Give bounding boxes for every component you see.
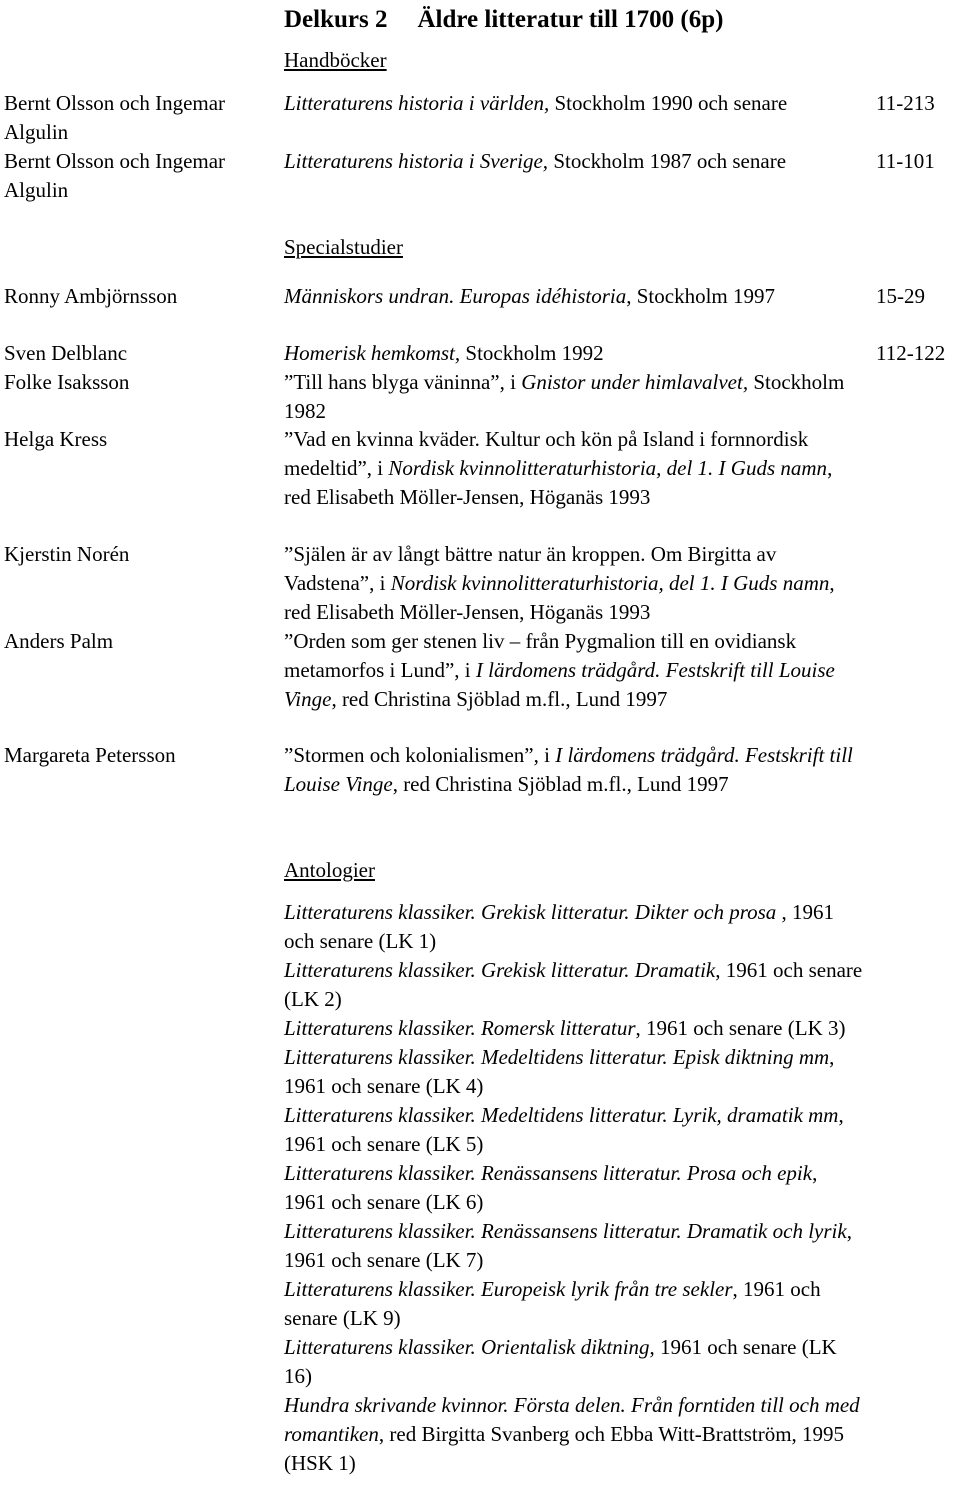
text-segment: , 1961 och senare (LK 5) <box>284 1103 844 1156</box>
course-heading <box>284 4 723 36</box>
text-segment: ”Själen är av långt bättre natur än kroppen. Om Birgitta av Vadstena”, i <box>284 542 777 595</box>
special-study-author: Folke Isaksson <box>4 370 130 394</box>
italic-title: Litteraturens klassiker. Medeltidens litteratur. Lyrik, dramatik mm <box>284 1103 839 1127</box>
anthology-item <box>284 1159 864 1217</box>
italic-title: Litteraturens klassiker. Renässansens litteratur. Dramatik och lyrik <box>284 1219 847 1243</box>
section-handbooks-label: Handböcker <box>284 48 387 72</box>
special-study-work <box>284 339 864 368</box>
italic-title: Homerisk hemkomst, <box>284 341 461 365</box>
text-segment: , 1961 och senare (LK 2) <box>284 958 863 1011</box>
text-segment: , 1961 och senare (LK 9) <box>284 1277 821 1330</box>
handbook-work <box>284 147 864 176</box>
italic-title: Gnistor under himlavalvet, <box>521 370 749 394</box>
anthology-item <box>284 1391 864 1478</box>
anthology-item <box>284 1014 864 1043</box>
italic-title: Litteraturens klassiker. Medeltidens litteratur. Episk diktning mm <box>284 1045 830 1069</box>
anthology-item <box>284 898 864 956</box>
text-segment: ”Vad en kvinna kväder. Kultur och kön på Island i fornnordisk medeltid”, i <box>284 427 809 480</box>
text-segment: Stockholm 1992 <box>460 341 604 365</box>
course-title: Äldre litteratur till 1700 (6p) <box>417 6 724 33</box>
special-study-author: Margareta Petersson <box>4 743 176 767</box>
text-segment: , red Christina Sjöblad m.fl., Lund 1997 <box>392 772 729 796</box>
italic-title: Litteraturens klassiker. Grekisk litteratur. Dikter och prosa <box>284 900 777 924</box>
handbook-details: Stockholm 1990 och senare <box>549 91 788 115</box>
anthology-item <box>284 1101 864 1159</box>
text-segment: , 1961 och senare (LK 1) <box>284 900 835 953</box>
special-study-author: Helga Kress <box>4 427 108 451</box>
text-segment: , 1961 och senare (LK 16) <box>284 1335 837 1388</box>
text-segment: ”Till hans blyga väninna”, i <box>284 370 522 394</box>
anthologies-list <box>284 898 864 1478</box>
italic-title: Litteraturens klassiker. Renässansens litteratur. Prosa och epik <box>284 1161 813 1185</box>
italic-title: Litteraturens klassiker. Romersk litteratur <box>284 1016 636 1040</box>
italic-title: I lärdomens trädgård. Festskrift till Louise Vinge <box>284 743 853 796</box>
special-study-work <box>284 425 864 512</box>
handbook-pages: 11-213 <box>876 91 935 115</box>
text-segment: , red Birgitta Svanberg och Ebba Witt-Brattström, 1995 (HSK 1) <box>284 1422 845 1475</box>
anthology-item <box>284 1333 864 1391</box>
italic-title: Litteraturens klassiker. Europeisk lyrik från tre sekler <box>284 1277 733 1301</box>
text-segment: , red Christina Sjöblad m.fl., Lund 1997 <box>331 687 668 711</box>
text-segment: , 1961 och senare (LK 6) <box>284 1161 818 1214</box>
italic-title: Människors undran. Europas idéhistoria <box>284 284 627 308</box>
handbook-title: Litteraturens historia i Sverige, <box>284 149 549 173</box>
special-study-author: Kjerstin Norén <box>4 542 130 566</box>
text-segment: ”Stormen och kolonialismen”, i <box>284 743 556 767</box>
special-study-work <box>284 540 864 627</box>
text-segment: , 1961 och senare (LK 4) <box>284 1045 835 1098</box>
text-segment: , 1961 och senare (LK 7) <box>284 1219 852 1272</box>
italic-title: Hundra skrivande kvinnor. Första delen. Från forntiden till och med romantiken <box>284 1393 860 1446</box>
special-study-work <box>284 368 864 426</box>
handbook-details: Stockholm 1987 och senare <box>548 149 787 173</box>
handbook-work <box>284 89 864 118</box>
anthology-item <box>284 1217 864 1275</box>
anthology-item <box>284 1275 864 1333</box>
special-study-work <box>284 741 864 799</box>
handbook-author: Bernt Olsson och Ingemar Algulin <box>4 91 226 144</box>
section-anthologies-label: Antologier <box>284 858 375 882</box>
italic-title: Nordisk kvinnolitteraturhistoria, del 1. I Guds namn <box>390 571 830 595</box>
section-special-label: Specialstudier <box>284 235 403 259</box>
special-study-author: Anders Palm <box>4 629 114 653</box>
special-study-work <box>284 282 864 311</box>
italic-title: Litteraturens klassiker. Orientalisk diktning <box>284 1335 650 1359</box>
anthology-item <box>284 956 864 1014</box>
handbook-pages: 11-101 <box>876 149 935 173</box>
text-segment: , 1961 och senare (LK 3) <box>635 1016 846 1040</box>
special-study-author: Sven Delblanc <box>4 341 128 365</box>
text-segment: , red Elisabeth Möller-Jensen, Höganäs 1993 <box>284 456 833 509</box>
special-study-author: Ronny Ambjörnsson <box>4 284 178 308</box>
special-study-pages: 15-29 <box>876 284 925 308</box>
text-segment: ”Orden som ger stenen liv – från Pygmalion till en ovidiansk metamorfos i Lund”, i <box>284 629 797 682</box>
text-segment: , red Elisabeth Möller-Jensen, Höganäs 1993 <box>284 571 835 624</box>
italic-title: I lärdomens trädgård. Festskrift till Louise Vinge <box>284 658 835 711</box>
text-segment: , Stockholm 1997 <box>626 284 775 308</box>
handbook-title: Litteraturens historia i världen, <box>284 91 550 115</box>
course-number: Delkurs 2 <box>284 6 388 33</box>
italic-title: Nordisk kvinnolitteraturhistoria, del 1. I Guds namn <box>388 456 828 480</box>
special-study-work <box>284 627 864 714</box>
text-segment: Stockholm 1982 <box>284 370 845 423</box>
special-study-pages: 112-122 <box>876 341 946 365</box>
italic-title: Litteraturens klassiker. Grekisk litteratur. Dramatik <box>284 958 716 982</box>
handbook-author: Bernt Olsson och Ingemar Algulin <box>4 149 226 202</box>
anthology-item <box>284 1043 864 1101</box>
